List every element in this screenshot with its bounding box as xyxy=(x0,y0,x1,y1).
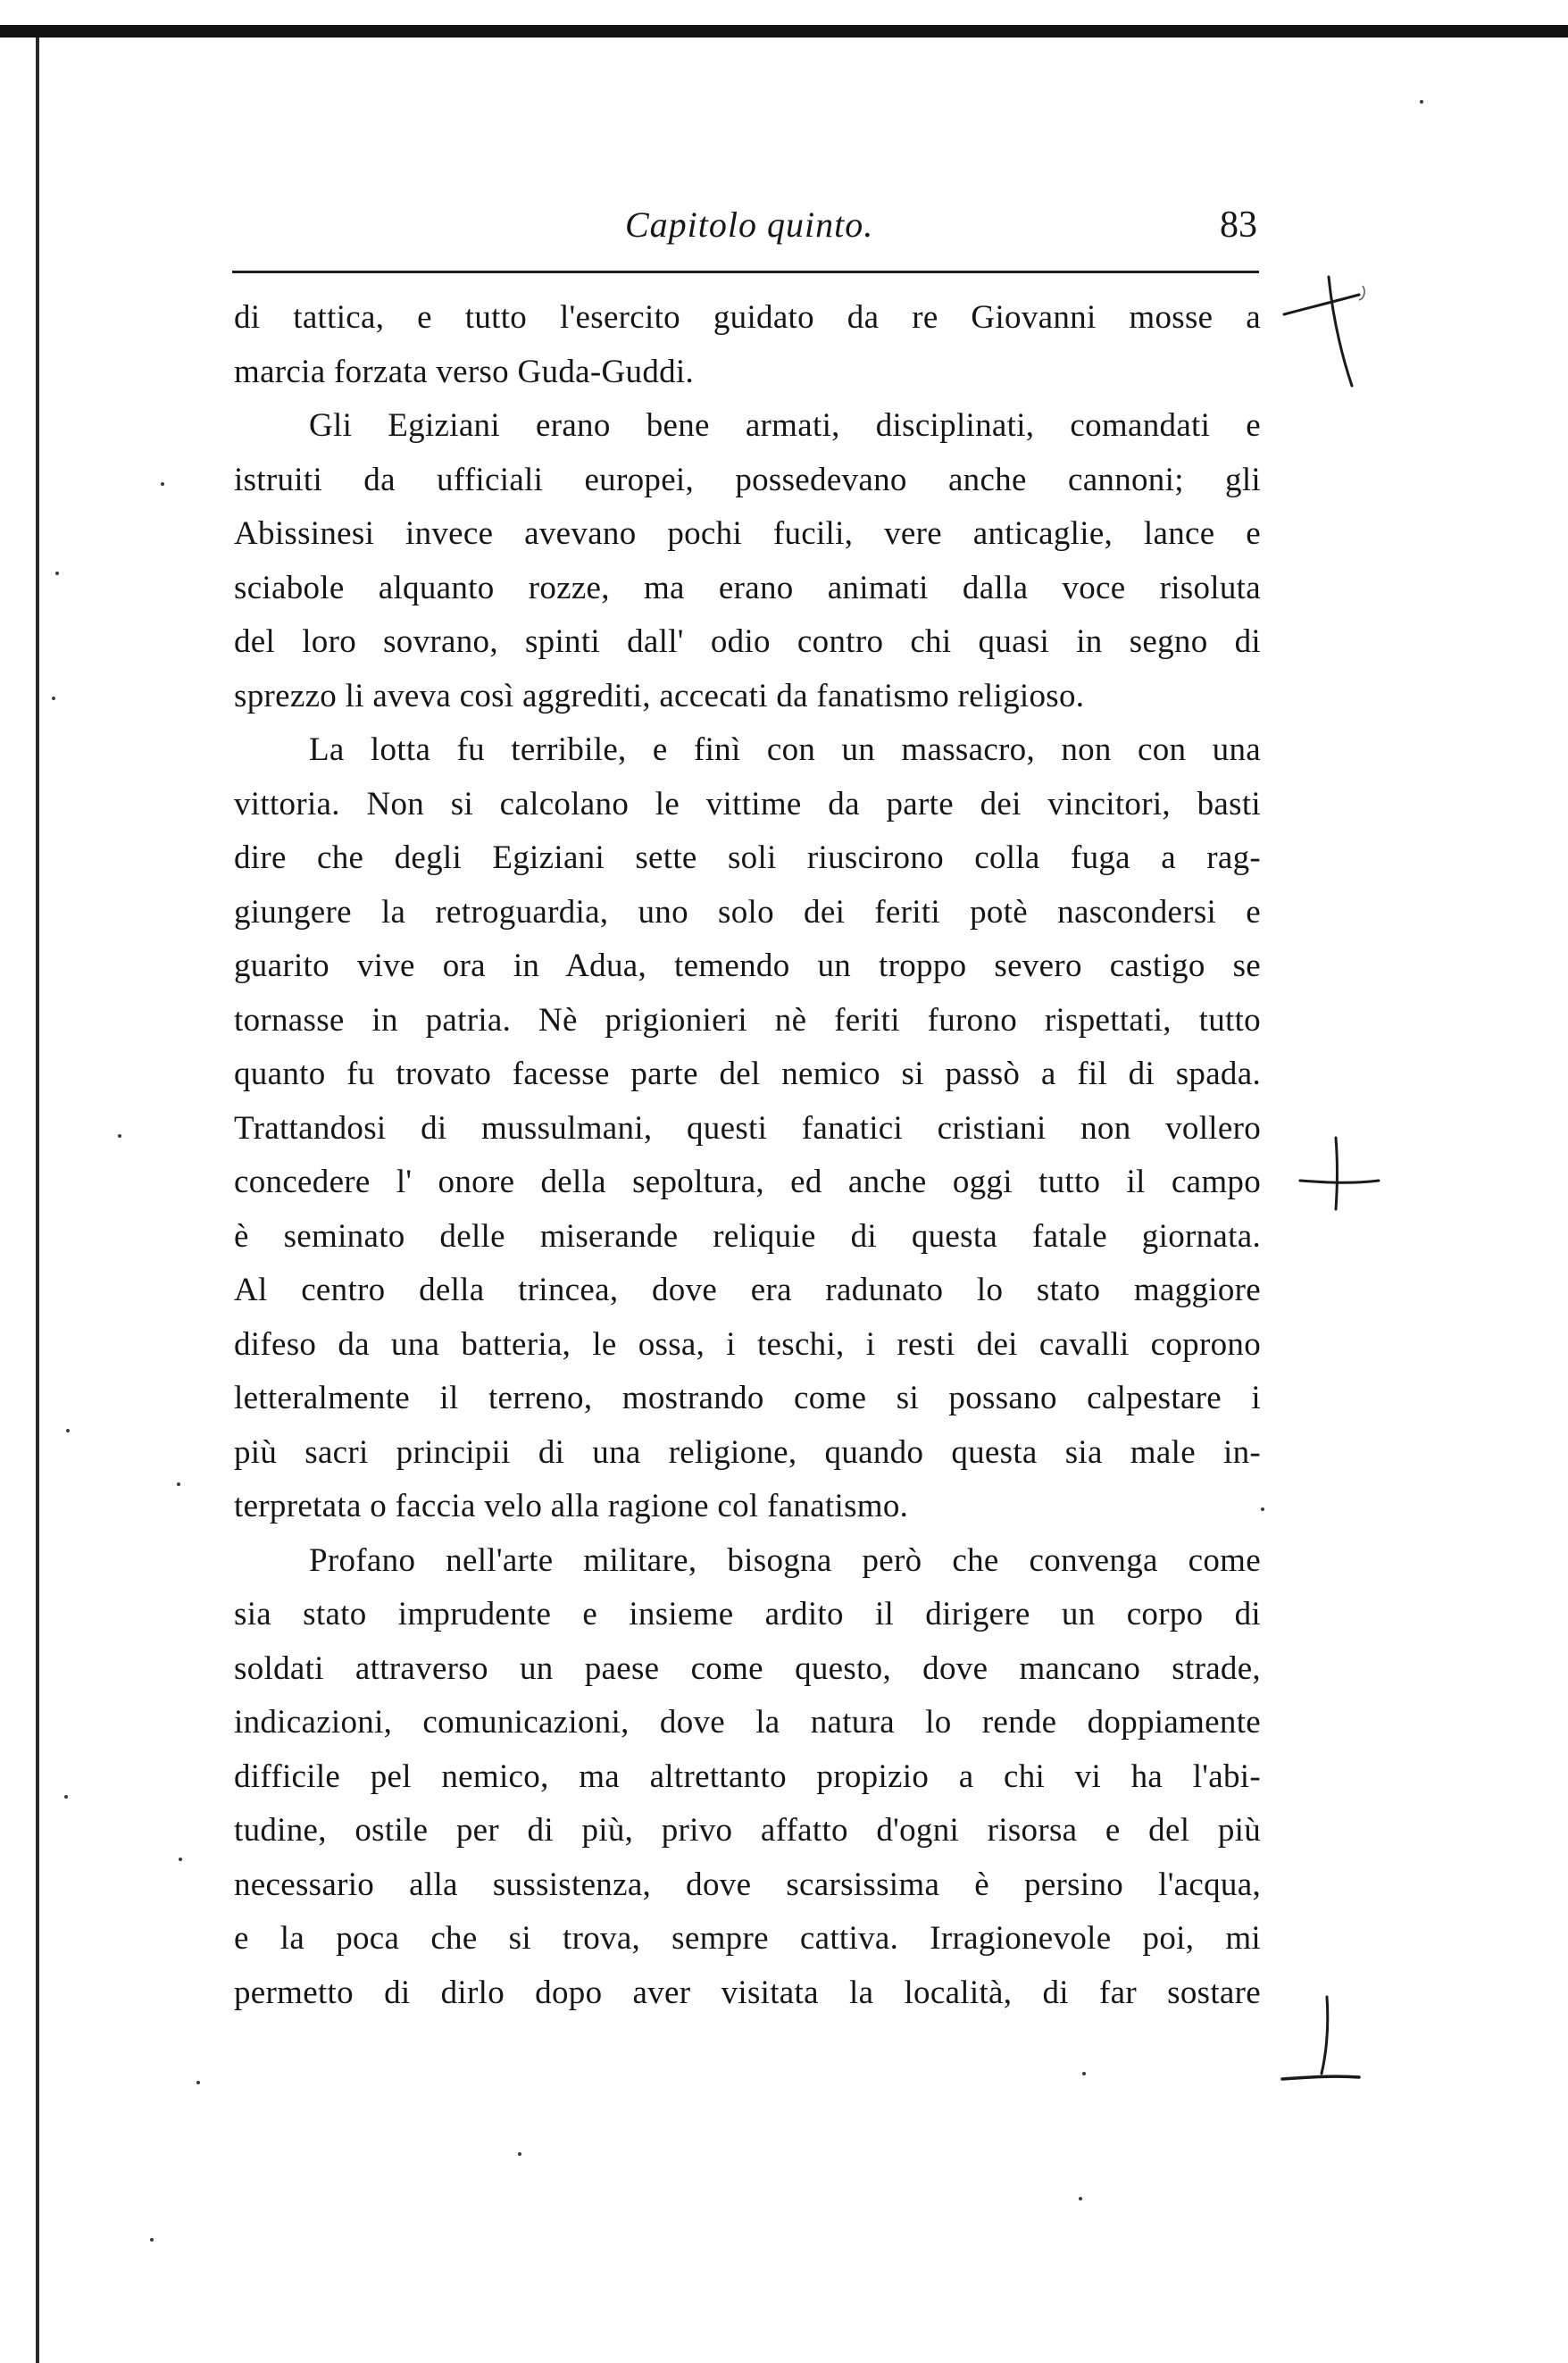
text-line: terpretata o faccia velo alla ragione col fanatismo. xyxy=(234,1488,909,1524)
text-line: Profano nell'arte militare, bisogna però che convenga come xyxy=(309,1541,1261,1579)
text-line: permetto di dirlo dopo aver visitata la località, di far sostare xyxy=(234,1974,1261,2011)
pencil-cross-mark-top xyxy=(1277,268,1375,393)
scan-speck xyxy=(1420,100,1423,104)
text-line: Abissinesi invece avevano pochi fucili, vere anticaglie, lance e xyxy=(234,515,1261,552)
scan-speck xyxy=(52,697,55,700)
text-line: sciabole alquanto rozze, ma erano animati dalla voce risoluta xyxy=(234,569,1261,606)
pencil-cross-mark-middle xyxy=(1295,1134,1384,1215)
running-header xyxy=(232,195,1259,248)
text-line: Al centro della trincea, dove era radunato lo stato maggiore xyxy=(234,1272,1261,1308)
text-line: istruiti da ufficiali europei, possedevano anche cannoni; gli xyxy=(234,461,1261,498)
scan-speck xyxy=(55,572,59,575)
text-line: sia stato imprudente e insieme ardito il dirigere un corpo di xyxy=(234,1596,1261,1632)
scan-speck xyxy=(1082,2072,1086,2075)
scan-speck xyxy=(177,1482,180,1486)
text-line: del loro sovrano, spinti dall' odio contro chi quasi in segno di xyxy=(234,623,1261,660)
text-line: marcia forzata verso Guda-Guddi. xyxy=(234,353,695,390)
scan-speck xyxy=(150,2238,154,2242)
text-line: sprezzo li aveva così aggrediti, accecati da fanatismo religioso. xyxy=(234,677,1085,714)
scan-top-border xyxy=(0,25,1568,38)
text-line: è seminato delle miserande reliquie di questa fatale giornata. xyxy=(234,1217,1261,1255)
scan-speck xyxy=(66,1429,70,1432)
text-line: guarito vive ora in Adua, temendo un troppo severo castigo se xyxy=(234,948,1261,984)
paragraph-4 xyxy=(234,1534,1261,2021)
scan-speck xyxy=(1261,1507,1264,1511)
scan-speck xyxy=(64,1795,68,1799)
paragraph-3 xyxy=(234,723,1261,1534)
text-line: letteralmente il terreno, mostrando come si possano calpestare i xyxy=(234,1380,1261,1416)
scan-speck xyxy=(1079,2197,1082,2200)
text-line: concedere l' onore della sepoltura, ed anche oggi tutto il campo xyxy=(234,1164,1261,1200)
scan-left-border xyxy=(36,38,39,2363)
text-line: tornasse in patria. Nè prigionieri nè feriti furono rispettati, tutto xyxy=(234,1001,1261,1039)
text-line: Gli Egiziani erano bene armati, disciplinati, comandati e xyxy=(309,407,1261,444)
text-line: e la poca che si trova, sempre cattiva. Irragionevole poi, mi xyxy=(234,1920,1261,1957)
scan-speck xyxy=(161,482,164,486)
page-number: 83 xyxy=(1220,205,1257,246)
paragraph-2 xyxy=(234,399,1261,723)
text-line: tudine, ostile per di più, privo affatto d'ogni risorsa e del più xyxy=(234,1812,1261,1849)
text-line: giungere la retroguardia, uno solo dei feriti potè nascondersi e xyxy=(234,893,1261,931)
scan-speck xyxy=(179,1858,182,1861)
paragraph-1 xyxy=(234,291,1261,399)
text-line: di tattica, e tutto l'esercito guidato da re Giovanni mosse a xyxy=(234,299,1261,336)
scan-speck xyxy=(196,2081,200,2084)
text-line: difficile pel nemico, ma altrettanto propizio a chi vi ha l'abi- xyxy=(234,1758,1261,1795)
text-line: La lotta fu terribile, e finì con un massacro, non con una xyxy=(309,731,1261,768)
text-line: necessario alla sussistenza, dove scarsissima è persino l'acqua, xyxy=(234,1866,1261,1903)
text-line: Trattandosi di mussulmani, questi fanatici cristiani non vollero xyxy=(234,1109,1261,1147)
text-line: più sacri principii di una religione, quando questa sia male in- xyxy=(234,1433,1261,1471)
scan-speck xyxy=(118,1134,121,1138)
text-line: vittoria. Non si calcolano le vittime da parte dei vincitori, basti xyxy=(234,785,1261,822)
text-line: quanto fu trovato facesse parte del nemico si passò a fil di spada. xyxy=(234,1056,1261,1092)
text-body xyxy=(234,291,1261,2020)
running-title: Capitolo quinto. xyxy=(625,205,874,245)
text-line: indicazioni, comunicazioni, dove la natura lo rende doppiamente xyxy=(234,1704,1261,1741)
header-rule xyxy=(232,271,1259,273)
pencil-cross-mark-bottom xyxy=(1275,1991,1364,2090)
text-line: dire che degli Egiziani sette soli riuscirono colla fuga a rag- xyxy=(234,839,1261,876)
scan-speck xyxy=(518,2152,521,2156)
text-line: difeso da una batteria, le ossa, i teschi, i resti dei cavalli coprono xyxy=(234,1325,1261,1363)
text-line: soldati attraverso un paese come questo, dove mancano strade, xyxy=(234,1649,1261,1687)
